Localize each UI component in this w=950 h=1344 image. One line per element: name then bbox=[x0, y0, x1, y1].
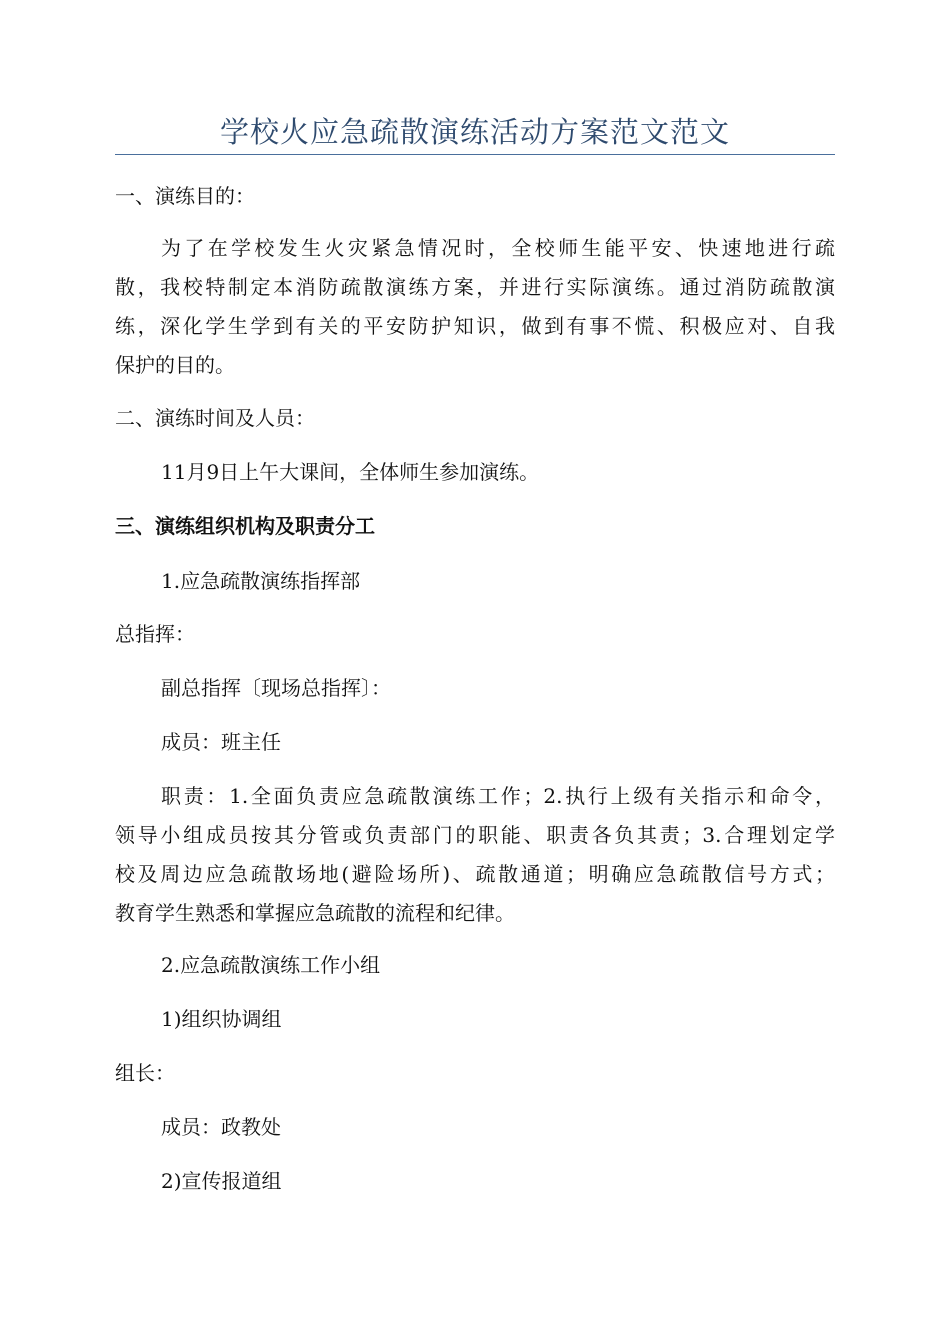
time-text: 11月9日上午大课间，全体师生参加演练。 bbox=[161, 460, 540, 484]
group-members: 成员：政教处 bbox=[161, 1115, 281, 1139]
duties-line-3: 校及周边应急疏散场地(避险场所)、疏散通道；明确应急疏散信号方式； bbox=[115, 862, 835, 886]
purpose-line-3: 练，深化学生学到有关的平安防护知识，做到有事不慌、积极应对、自我 bbox=[115, 314, 835, 338]
subsection-heading-command: 1.应急疏散演练指挥部 bbox=[161, 569, 361, 593]
subsection-heading-workgroups: 2.应急疏散演练工作小组 bbox=[161, 953, 381, 977]
chief-commander: 总指挥： bbox=[115, 622, 195, 646]
purpose-paragraph bbox=[115, 229, 835, 385]
duties-paragraph bbox=[115, 777, 835, 933]
duties-line-2: 领导小组成员按其分管或负责部门的职能、职责各负其责；3.合理划定学 bbox=[115, 823, 835, 847]
purpose-line-1: 为了在学校发生火灾紧急情况时，全校师生能平安、快速地进行疏 bbox=[161, 236, 835, 260]
purpose-line-4: 保护的目的。 bbox=[115, 353, 235, 377]
group-leader: 组长： bbox=[115, 1061, 175, 1085]
section-heading-organization: 三、演练组织机构及职责分工 bbox=[115, 514, 375, 538]
document-title: 学校火应急疏散演练活动方案范文范文 bbox=[219, 115, 730, 149]
duties-line-1: 职责：1.全面负责应急疏散演练工作；2.执行上级有关指示和命令， bbox=[161, 784, 835, 808]
command-members: 成员：班主任 bbox=[161, 730, 281, 754]
deputy-commander: 副总指挥〔现场总指挥〕： bbox=[161, 676, 391, 700]
section-heading-time: 二、演练时间及人员： bbox=[115, 406, 315, 430]
group-coordination: 1)组织协调组 bbox=[161, 1007, 282, 1031]
purpose-line-2: 散，我校特制定本消防疏散演练方案，并进行实际演练。通过消防疏散演 bbox=[115, 275, 835, 299]
duties-line-4: 教育学生熟悉和掌握应急疏散的流程和纪律。 bbox=[115, 901, 515, 925]
title-underline bbox=[115, 154, 835, 155]
group-publicity: 2)宣传报道组 bbox=[161, 1169, 282, 1193]
section-heading-purpose: 一、演练目的： bbox=[115, 184, 255, 208]
